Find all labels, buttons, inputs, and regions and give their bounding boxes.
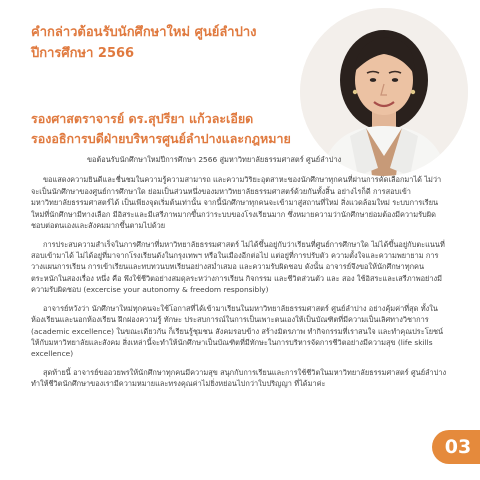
message-body bbox=[31, 154, 449, 397]
body-paragraph-2: การประสบความสำเร็จในการศึกษาที่มหาวิทยาลัยธรรมศาสตร์ ไม่ได้ขึ้นอยู่กับว่าเรียนที่ศูนย์การศึกษาใด ไม่ได้ขึ้นอยู่กับตะแนนที่สอบเข้ามาได้ ไม่ได้อยู่ที่มาจากโรงเรียนดังในกรุงเทพฯ หรือในเมืองอีกต่อไป แต่อยู่ที่การปรับตัว ความตั้งใจและความพยายาม การวางแผนการเรียน การเข้าเรียนและทบทวนบทเรียนอย่างสม่ำเสมอ และความรับผิดชอบ ดังนั้น อาจารย์จึงขอให้นักศึกษาทุกคนตระหนักในสองเรื่อง หนึ่ง คือ พึงใช้ชีวิตอย่างสมดุลระหว่างการเรียน กิจกรรม และชีวิตส่วนตัว และ สอง ใช้อิสระและเสรีภาพอย่างมีความรับผิดชอบ (excercise your autonomy & freedom responsibly) bbox=[31, 239, 445, 295]
page-title bbox=[31, 22, 281, 64]
body-paragraph-3: อาจารย์หวังว่า นักศึกษาใหม่ทุกคนจะใช้โอกาสที่ได้เข้ามาเรียนในมหาวิทยาลัยธรรมศาสตร์ ศูนย์ลำปาง อย่างคุ้มค่าที่สุด ทั้งในห้องเรียนและนอกห้องเรียน ฝึกฝองความรู้ ทักษะ ประสบการณ์ในการเป็นเพาะตนเองให้เป็นบัณฑิตที่มีความเป็นเลิศทางวิชาการ (academic excellence) ในขณะเดียวกัน ก็เรียนรู้ชุมชน สังคมรอบข้าง สร้างมิตรภาพ ทำกิจกรรมที่เราสนใจ และทำคุณประโยชน์ให้กับมหาวิทยาลัยและสังคม สิ่งเหล่านี้จะทำให้นักศึกษาเป็นบัณฑิตที่มีทักษะในการบริหารจัดการชีวิตอย่างมีความสุข (life skills excellence) bbox=[31, 303, 444, 359]
body-paragraph-4: สุดท้ายนี้ อาจารย์ขออวยพรให้นักศึกษาทุกคนมีความสุข สนุกกับการเรียนและการใช้ชีวิตในมหาวิทยาลัยธรรมศาสตร์ ศูนย์ลำปาง ทำให้ชีวิตนักศึกษาของเรามีความหมายและทรงคุณค่าไม่ยิ่งหย่อนไปกว่าใบปริญญา ที่ได้มาค่ะ bbox=[31, 368, 447, 389]
author-name: รองศาสตราจารย์ ดร.สุปรียา แก้วละเอียด bbox=[31, 111, 254, 126]
portrait-illustration bbox=[300, 8, 468, 176]
body-paragraph-1: ขอแสดงความยินดีและชื่นชมในความรู้ความสามารถ และความวิริยะอุตสาหะของนักศึกษาทุกคนที่ผ่านการคัดเลือกมาได้ ไม่ว่าจะเป็นนักศึกษาของศูนย์การศึกษาใด ย่อมเป็นส่วนหนึ่งของมหาวิทยาลัยธรรมศาสตร์ด้วยกันทั้งสิ้น อย่างไรก็ดี การสอบเข้ามหาวิทยาลัยธรรมศาสตร์ได้ เป็นเพียงจุดเริ่มต้นเท่านั้น จากนี้นักศึกษาทุกคนจะเข้ามาสู่สถานที่ใหม่ สิ่งแวดล้อมใหม่ ระบบการเรียนใหม่ที่นักศึกษามีทางเลือก มีอิสระและมีเสรีภาพมากขึ้นกว่าระบบของโรงเรียนมาก ซึ่งหมายความว่านักศึกษาย่อมต้องมีความรับผิดชอบต่อตนเองและสังคมมากขึ้นตามไปด้วย bbox=[31, 175, 442, 231]
title-line-1: คำกล่าวต้อนรับนักศึกษาใหม่ ศูนย์ลำปาง bbox=[31, 25, 257, 40]
author-block bbox=[31, 109, 331, 149]
greeting-paragraph: ขอต้อนรับนักศึกษาใหม่ปีการศึกษา 2566 สู่มหาวิทยาลัยธรรมศาสตร์ ศูนย์ลำปาง bbox=[87, 155, 342, 164]
page-number-badge bbox=[432, 430, 480, 464]
author-position: รองอธิการบดีฝ่ายบริหารศูนย์ลำปางและกฎหมาย bbox=[31, 131, 291, 146]
page-number: 03 bbox=[444, 436, 472, 458]
title-line-2: ปีการศึกษา 2566 bbox=[31, 46, 135, 61]
author-portrait bbox=[300, 8, 468, 176]
